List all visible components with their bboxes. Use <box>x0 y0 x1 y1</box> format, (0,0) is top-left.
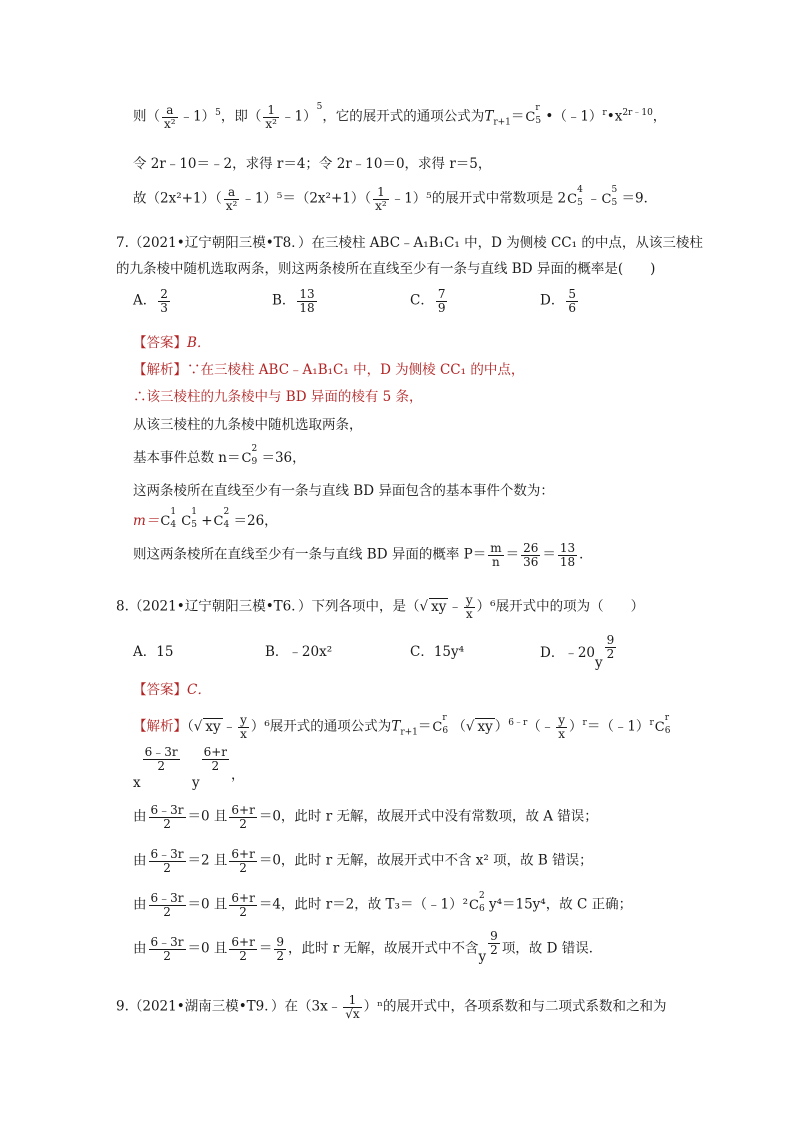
q7-analysis-1: 【解析】∵在三棱柱 ABC﹣A₁B₁C₁ 中，D 为侧棱 CC₁ 的中点， <box>133 362 525 378</box>
q8-option-d: D．﹣20y $\frac{9}{2}$ <box>540 633 615 671</box>
q8-analysis-3: 由 $\frac{6﹣3r}{2}$ ＝0 且 $\frac{6+r}{2}$ ＝0，此时 r 无解，故展开式中没有常数项，故 A 错误； <box>133 803 598 831</box>
q7-analysis-5: 这两条棱所在直线至少有一条与直线 BD 异面包含的基本事件个数为： <box>133 483 554 499</box>
q7-option-c: C． $\frac{7}{9}$ <box>410 287 446 315</box>
q8-option-c: C．15y⁴ <box>410 644 465 660</box>
q9-stem: 9.（2021•湖南三模•T9．）在（3x﹣ $\frac{1}{√x}$ ）ⁿ的展开式中，各项系数和与二项式系数和之和为 <box>116 993 667 1021</box>
q7-option-a: A． $\frac{2}{3}$ <box>133 287 168 315</box>
q8-analysis-2: x $\frac{6﹣3r}{2}$ y $\frac{6+r}{2}$ ， <box>133 745 245 791</box>
q8-option-b: B．﹣20x² <box>265 644 333 660</box>
q7-option-b: B． $\frac{13}{18}$ <box>272 287 315 315</box>
q8-answer: 【答案】C． <box>133 682 211 698</box>
q7-analysis-4: 基本事件总数 n＝C 2 9 ＝36， <box>133 444 306 467</box>
cont-line-2: 令 2r﹣10＝﹣2，求得 r＝4；令 2r﹣10＝0，求得 r＝5， <box>133 156 492 172</box>
q8-analysis-1: 【解析】（√ xy ﹣ $\frac{y}{x}$ ）⁶展开式的通项公式为$T_{r+1}=C$ r 6 （√ xy ）$^{6﹣r}$（﹣ $\frac{y}{x}$ ）$^r$＝（﹣1）$^r$C r 6 <box>133 712 671 741</box>
cont-line-1: 则（ $\frac{a}{\text{x²}}$ ﹣1）$^5$，即（ $\frac{1}{\text{x²}}$ ﹣1）$^5$，它的展开式的通项公式为$T_{r+1}=C$ r 5 $•(﹣1)^r•x^{2r﹣10}$， <box>133 102 667 131</box>
cont-line-3: 故（2x²+1）（ $\frac{a}{\text{x²}}$ ﹣1）⁵＝（2x²+1）（ $\frac{1}{\text{x²}}$ ﹣1）⁵的展开式中常数项是 2C 4 5 ﹣C 5 5 ＝9． <box>133 184 658 213</box>
q7-analysis-7: 则这两条棱所在直线至少有一条与直线 BD 异面的概率 P＝ $\frac{m}{n}$ ＝ $\frac{26}{36}$ ＝ $\frac{13}{18}$ ． <box>133 541 593 569</box>
q8-option-a: A．15 <box>133 644 174 660</box>
q8-analysis-5: 由 $\frac{6﹣3r}{2}$ ＝0 且 $\frac{6+r}{2}$ ＝4，此时 r＝2，故 T₃＝（﹣1）²C 2 6 y⁴＝15y⁴，故 C 正确； <box>133 890 633 919</box>
q8-analysis-4: 由 $\frac{6﹣3r}{2}$ ＝2 且 $\frac{6+r}{2}$ ＝0，此时 r 无解，故展开式中不含 x² 项，故 B 错误； <box>133 847 593 875</box>
q7-analysis-3: 从该三棱柱的九条棱中随机选取两条， <box>133 417 363 433</box>
q7-analysis-6: m＝C 1 4 C 1 5 +C 2 4 ＝26， <box>133 507 278 530</box>
q8-analysis-6: 由 $\frac{6﹣3r}{2}$ ＝0 且 $\frac{6+r}{2}$ ＝ $\frac{9}{2}$ ，此时 r 无解，故展开式中不含y $\frac{9}{2}$ 项，故 D 错误． <box>133 929 603 965</box>
q7-answer: 【答案】B． <box>133 335 211 351</box>
q7-analysis-2: ∴该三棱柱的九条棱中与 BD 异面的棱有 5 条， <box>133 389 423 405</box>
fraction: $\frac{a}{\text{x²}}$ <box>164 103 176 131</box>
q7-stem-line-2: 的九条棱中随机选取两条，则这两条棱所在直线至少有一条与直线 BD 异面的概率是( ) <box>116 261 656 277</box>
q7-option-d: D． $\frac{5}{6}$ <box>540 287 576 315</box>
fraction: $\frac{1}{\text{x²}}$ <box>265 103 277 131</box>
q8-stem: 8.（2021•辽宁朝阳三模•T6．）下列各项中，是（√ xy ﹣ $\frac{y}{x}$ ）⁶展开式中的项为（ ） <box>116 593 645 621</box>
q7-stem-line-1: 7.（2021•辽宁朝阳三模•T8．）在三棱柱 ABC﹣A₁B₁C₁ 中，D 为侧棱 CC₁ 的中点，从该三棱柱 <box>116 235 703 251</box>
